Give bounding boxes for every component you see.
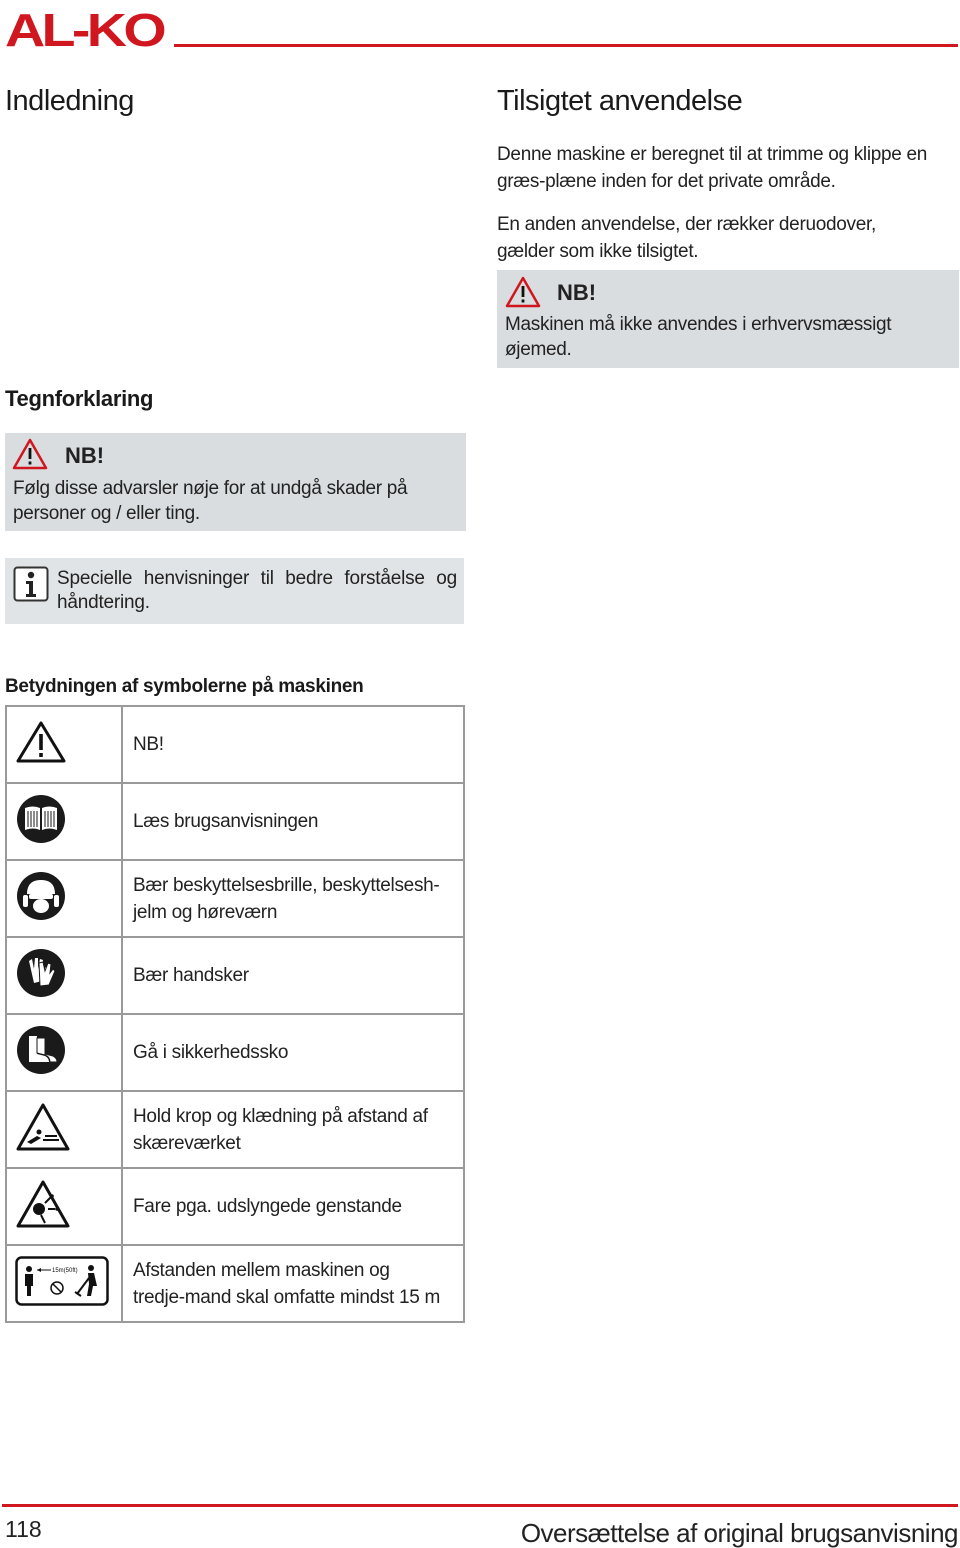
symbols-heading: Betydningen af symbolerne på maskinen	[5, 676, 364, 697]
symbol-cell	[6, 1245, 122, 1322]
info-icon	[13, 566, 49, 602]
symbol-label: Læs brugsanvisningen	[122, 783, 464, 860]
table-row	[6, 1245, 464, 1322]
symbol-label: Bær beskyttelsesbrille, beskyttelsesh-jelm og høreværn	[122, 860, 464, 937]
symbol-label: Fare pga. udslyngede genstande	[122, 1168, 464, 1245]
legend-info-note	[5, 558, 464, 624]
footer-rule	[2, 1504, 958, 1507]
symbol-cell	[6, 706, 122, 783]
warning-triangle-icon	[505, 276, 541, 308]
protective-gear-icon	[15, 870, 67, 922]
table-row	[6, 706, 464, 783]
intended-use-warning-note	[497, 270, 959, 368]
svg-text:15m(50ft): 15m(50ft)	[52, 1268, 78, 1274]
nb-label: NB!	[65, 443, 105, 468]
table-row	[6, 937, 464, 1014]
legend-warning-note	[5, 433, 466, 531]
warning-triangle-icon	[12, 438, 48, 470]
nb-label: NB!	[557, 280, 597, 305]
warning-note-text: Følg disse advarsler nøje for at undgå skader på personer og / eller ting.	[13, 478, 408, 524]
thrown-objects-warning-icon	[15, 1179, 71, 1229]
table-row	[6, 860, 464, 937]
page-number: 118	[5, 1516, 42, 1542]
symbol-label: Bær handsker	[122, 937, 464, 1014]
symbol-cell	[6, 860, 122, 937]
symbol-cell	[6, 937, 122, 1014]
symbol-cell	[6, 1014, 122, 1091]
legend-heading: Tegnforklaring	[5, 386, 154, 411]
info-note-text: Specielle henvisninger til bedre forståelse og håndtering.	[57, 568, 457, 613]
symbol-label: NB!	[122, 706, 464, 783]
gloves-icon	[15, 947, 67, 999]
alko-logo	[5, 8, 165, 50]
symbol-label: Hold krop og klædning på afstand af skæreværket	[122, 1091, 464, 1168]
safety-distance-icon	[15, 1256, 109, 1306]
read-manual-icon	[15, 793, 67, 845]
symbols-table	[5, 705, 465, 1323]
cutting-blade-warning-icon	[15, 1102, 71, 1152]
table-row	[6, 1168, 464, 1245]
intended-use-paragraph-1: Denne maskine er beregnet til at trimme og klippe en græs-plæne inden for det private område.	[497, 144, 928, 192]
footer-title: Oversættelse af original brugsanvisning	[520, 1518, 958, 1548]
warning-note-text: Maskinen må ikke anvendes i erhvervsmæssigt øjemed.	[505, 314, 892, 360]
warning-triangle-icon	[15, 720, 67, 764]
svg-text:AL-KO: AL-KO	[5, 8, 165, 50]
symbol-label: Afstanden mellem maskinen og tredje-mand skal omfatte mindst 15 m	[122, 1245, 464, 1322]
intended-use-paragraph-2: En anden anvendelse, der rækker deruodover, gælder som ikke tilsigtet.	[497, 214, 876, 262]
symbol-label: Gå i sikkerhedssko	[122, 1014, 464, 1091]
symbol-cell	[6, 1091, 122, 1168]
table-row	[6, 1091, 464, 1168]
header-rule	[174, 44, 958, 47]
table-row	[6, 1014, 464, 1091]
table-row	[6, 783, 464, 860]
safety-boots-icon	[15, 1024, 67, 1076]
section-heading-intended-use: Tilsigtet anvendelse	[497, 85, 743, 117]
symbol-cell	[6, 783, 122, 860]
section-heading-intro: Indledning	[5, 85, 134, 117]
symbol-cell	[6, 1168, 122, 1245]
